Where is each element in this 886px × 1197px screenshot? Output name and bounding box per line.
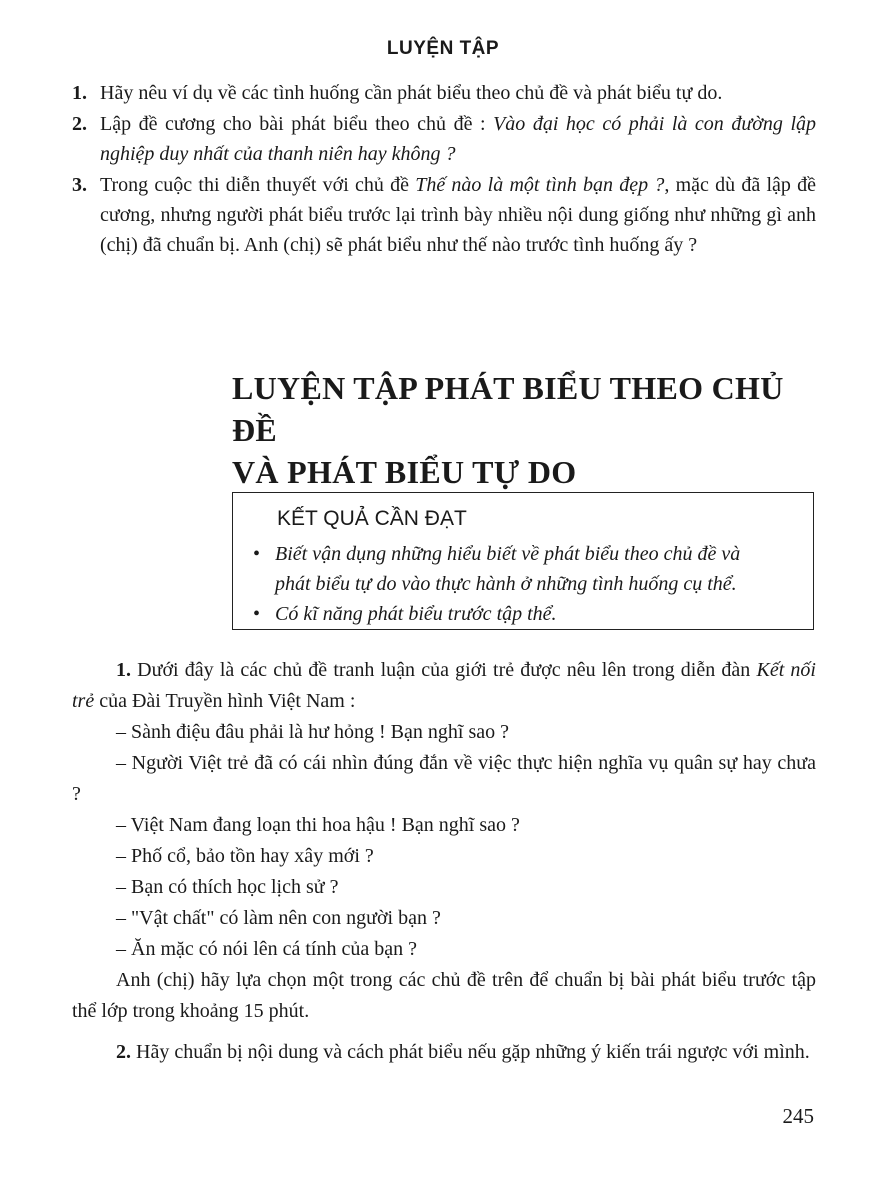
exercise-topic-italic: Thế nào là một tình bạn đẹp ? xyxy=(415,174,665,196)
bullet-icon: • xyxy=(253,543,261,565)
exercise-number: 2. xyxy=(72,113,87,135)
debate-topic: – Ăn mặc có nói lên cá tính của bạn ? xyxy=(116,938,417,960)
task-text: của Đài Truyền hình Việt Nam : xyxy=(94,690,356,712)
learning-goals-title: KẾT QUẢ CẦN ĐẠT xyxy=(277,507,467,530)
exercise-text-continued: , mặc dù đã lập đề cương, nhưng người phát biểu trước lại trình bày nhiều nội dung giống như những gì anh (chị) đã chuẩn bị. Anh (chị) sẽ phát biểu như thế nào trước tình huống ấy ? xyxy=(100,174,817,256)
exercise-number: 1. xyxy=(72,82,87,104)
learning-goal-text: Biết vận dụng những hiểu biết về phát biểu theo chủ đề và xyxy=(275,543,741,565)
debate-topic: – Sành điệu đâu phải là hư hỏng ! Bạn nghĩ sao ? xyxy=(116,721,509,743)
task-intro xyxy=(72,655,816,717)
exercise-text: Lập đề cương cho bài phát biểu theo chủ đề : xyxy=(100,113,494,135)
lesson-title xyxy=(232,367,832,493)
debate-topic: – Người Việt trẻ đã có cái nhìn đúng đắn về việc thực hiện nghĩa vụ quân sự hay chưa ? xyxy=(72,752,816,805)
exercise-list xyxy=(72,78,816,261)
debate-topic: – Việt Nam đang loạn thi hoa hậu ! Bạn nghĩ sao ? xyxy=(116,814,520,836)
exercise-item xyxy=(72,109,816,169)
debate-topic: – Bạn có thích học lịch sử ? xyxy=(116,876,339,898)
learning-goals-box xyxy=(232,492,814,630)
forum-name: Kết nối trẻ xyxy=(72,659,816,712)
exercise-text: Hãy nêu ví dụ về các tình huống cần phát biểu theo chủ đề và phát biểu tự do. xyxy=(100,82,723,104)
task-instruction: Anh (chị) hãy lựa chọn một trong các chủ đề trên để chuẩn bị bài phát biểu trước tập thể lớp trong khoảng 15 phút. xyxy=(72,969,816,1022)
exercise-number: 3. xyxy=(72,174,87,196)
exercise-topic-italic: Vào đại học có phải là con đường lập nghiệp duy nhất của thanh niên hay không ? xyxy=(100,113,817,165)
task-text: Hãy chuẩn bị nội dung và cách phát biểu nếu gặp những ý kiến trái ngược với mình. xyxy=(131,1041,810,1063)
practice-heading: LUYỆN TẬP xyxy=(386,38,500,59)
exercise-item xyxy=(72,170,816,260)
exercise-item xyxy=(72,78,816,108)
learning-goal-text: phát biểu tự do vào thực hành ở những tình huống cụ thể. xyxy=(275,573,737,595)
learning-goal-item xyxy=(253,599,798,629)
task-text: Dưới đây là các chủ đề tranh luận của giới trẻ được nêu lên trong diễn đàn xyxy=(131,659,757,681)
lesson-title-line: VÀ PHÁT BIỂU TỰ DO xyxy=(232,454,577,490)
task-number: 2. xyxy=(116,1041,131,1063)
learning-goal-item xyxy=(253,539,798,599)
learning-goal-text: Có kĩ năng phát biểu trước tập thể. xyxy=(275,603,557,625)
task-item xyxy=(72,1037,816,1068)
practice-tasks xyxy=(72,655,816,1068)
lesson-title-line: LUYỆN TẬP PHÁT BIỂU THEO CHỦ ĐỀ xyxy=(232,370,784,448)
debate-topic: – Phố cổ, bảo tồn hay xây mới ? xyxy=(116,845,374,867)
task-number: 1. xyxy=(116,659,131,681)
page-number: 245 xyxy=(782,1104,814,1128)
exercise-text: Trong cuộc thi diễn thuyết với chủ đề xyxy=(100,174,416,196)
bullet-icon: • xyxy=(253,603,261,625)
debate-topic: – "Vật chất" có làm nên con người bạn ? xyxy=(116,907,441,929)
